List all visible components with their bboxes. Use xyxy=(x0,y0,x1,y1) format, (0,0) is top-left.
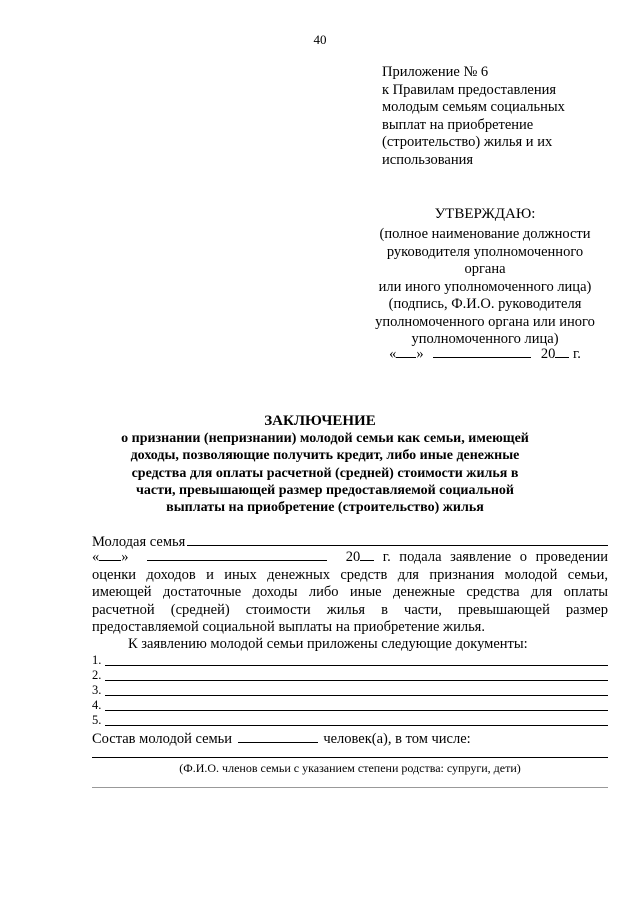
document-blank[interactable] xyxy=(105,725,608,726)
approval-line: (подпись, Ф.И.О. руководителя xyxy=(388,296,582,312)
conclusion-subtitle xyxy=(120,430,530,516)
subtitle-line: средства для оплаты расчетной (средней) стоимости жилья в xyxy=(131,465,519,481)
approval-date xyxy=(355,345,615,363)
app-year-prefix: 20 xyxy=(345,549,361,565)
year-blank[interactable] xyxy=(555,345,569,358)
composition-suffix: человек(а), в том числе: xyxy=(323,731,471,747)
app-day-blank[interactable] xyxy=(99,548,121,561)
members-count-blank[interactable] xyxy=(238,730,318,743)
family-name-blank[interactable] xyxy=(187,532,608,546)
subtitle-line: выплаты на приобретение (строительство) жилья xyxy=(166,500,484,516)
document-line xyxy=(92,669,608,683)
document-number: 3. xyxy=(92,683,102,697)
approval-line: органа xyxy=(464,261,506,277)
application-text: г. подала заявление о проведении оценки доходов и иных денежных средств для признания молодой семьи, имеющей достаточные доходы либо иные денежные средства для оплаты расчетной (средней) стоимости жилья в части, превышающей размер предоставляемой социальной выплаты на приобретение жилья. xyxy=(92,549,609,635)
document-number: 2. xyxy=(92,668,102,682)
quote-close: » xyxy=(121,549,129,565)
family-label: Молодая семья xyxy=(92,534,186,550)
document-number: 5. xyxy=(92,713,102,727)
approval-line: (полное наименование должности xyxy=(379,226,591,242)
document-blank[interactable] xyxy=(105,710,608,711)
members-blank-line-2[interactable] xyxy=(92,787,608,788)
document-number: 1. xyxy=(92,653,102,667)
appendix-line: (строительство) жилья и их xyxy=(382,134,553,150)
composition-line xyxy=(92,730,608,748)
appendix-line: молодым семьям социальных xyxy=(382,99,565,115)
composition-label: Состав молодой семьи xyxy=(92,731,233,747)
approval-title: УТВЕРЖДАЮ: xyxy=(434,206,536,222)
appendix-line: Приложение № 6 xyxy=(382,64,489,80)
quote-open: « xyxy=(92,549,100,565)
approval-line: или иного уполномоченного лица) xyxy=(378,278,592,295)
conclusion-title: ЗАКЛЮЧЕНИЕ xyxy=(264,413,376,429)
date-close-quote: » xyxy=(416,346,424,362)
app-month-blank[interactable] xyxy=(147,548,327,561)
subtitle-line: доходы, позволяющие получить кредит, либо иные денежные xyxy=(130,448,520,464)
documents-intro: К заявлению молодой семьи приложены следующие документы: xyxy=(128,636,528,652)
page-number: 40 xyxy=(313,32,327,47)
date-suffix: г. xyxy=(572,346,581,362)
document-blank[interactable] xyxy=(105,680,608,681)
date-year: 20 xyxy=(540,346,556,362)
document-blank[interactable] xyxy=(105,695,608,696)
day-blank[interactable] xyxy=(396,345,416,358)
application-paragraph xyxy=(92,548,608,637)
members-blank-line[interactable] xyxy=(92,757,608,758)
approval-block xyxy=(355,226,615,349)
approval-line: руководителя уполномоченного xyxy=(386,243,584,260)
app-year-blank[interactable] xyxy=(360,548,374,561)
month-blank[interactable] xyxy=(433,345,531,358)
document-line xyxy=(92,699,608,713)
document-blank[interactable] xyxy=(105,665,608,666)
document-number: 4. xyxy=(92,698,102,712)
appendix-block xyxy=(382,64,627,169)
members-caption: (Ф.И.О. членов семьи с указанием степени родства: супруги, дети) xyxy=(179,761,521,775)
appendix-line: использования xyxy=(382,151,474,168)
subtitle-line: о признании (непризнании) молодой семьи как семьи, имеющей xyxy=(121,431,529,446)
approval-line: уполномоченного лица) xyxy=(411,331,559,347)
approval-line: уполномоченного органа или иного xyxy=(375,313,595,330)
document-line xyxy=(92,684,608,698)
appendix-line: выплат на приобретение xyxy=(382,116,534,133)
date-open-quote: « xyxy=(389,346,397,362)
appendix-line: к Правилам предоставления xyxy=(382,81,557,98)
document-line xyxy=(92,714,608,728)
subtitle-line: части, превышающей размер предоставляемой социальной xyxy=(136,482,514,498)
document-line xyxy=(92,654,608,668)
